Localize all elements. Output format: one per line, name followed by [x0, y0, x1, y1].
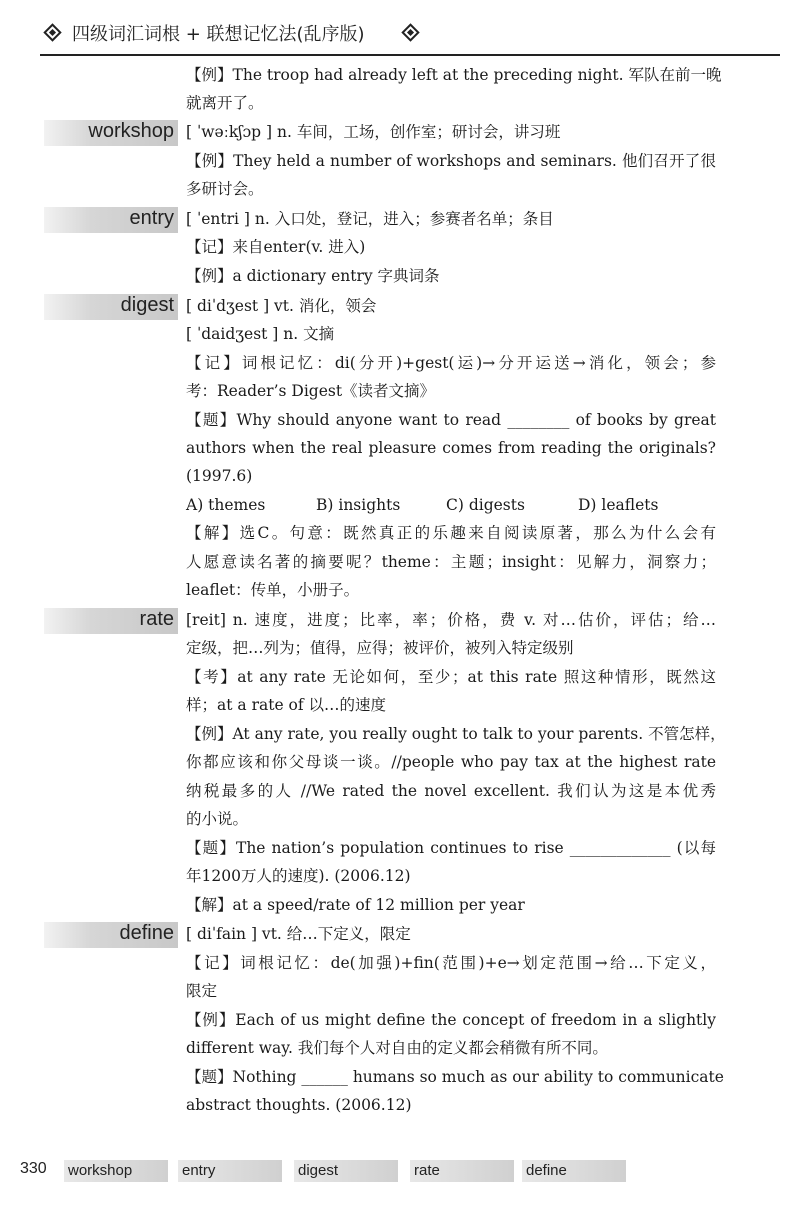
page-header	[40, 14, 780, 56]
definition-line: [reit] n. 速度，进度；比率，率；价格，费 v. 对…估价，评估；给…	[186, 611, 716, 629]
memory-line: 【记】词根记忆：de(加强)+fin(范围)+e→划定范围→给…下定义，	[186, 954, 716, 972]
headword-entry: entry	[44, 207, 178, 233]
example-line: 就离开了。	[186, 94, 264, 112]
footer-tab-entry: entry	[172, 1160, 282, 1182]
question-line: authors when the real pleasure comes from reading the originals?	[186, 439, 716, 457]
answer-line: leaflet：传单，小册子。	[186, 581, 360, 599]
example-line: 【例】Each of us might define the concept of freedom in a slightly	[186, 1011, 716, 1029]
answer-line: 人愿意读名著的摘要呢？theme：主题；insight：见解力，洞察力；	[186, 553, 716, 571]
diamond-icon	[401, 23, 419, 41]
header-title: 四级词汇词根 + 联想记忆法(乱序版)	[72, 24, 365, 45]
memory-line: 限定	[186, 982, 218, 1000]
headword-digest: digest	[44, 294, 178, 320]
example-line: 【例】They held a number of workshops and seminars. 他们召开了很	[186, 152, 716, 170]
example-line: 【例】The troop had already left at the preceding night. 军队在前一晚	[186, 66, 722, 84]
footer-tab-rate: rate	[404, 1160, 514, 1182]
question-line: abstract thoughts. (2006.12)	[186, 1096, 412, 1114]
definition-line: 定级，把…列为；值得，应得；被评价，被列入特定级别	[186, 639, 574, 657]
example-line: 多研讨会。	[186, 180, 264, 198]
diamond-icon	[43, 23, 61, 41]
page-footer	[20, 1160, 760, 1182]
example-line: 你都应该和你父母谈一谈。//people who pay tax at the highest rate	[186, 753, 716, 771]
question-line: 年1200万人的速度). (2006.12)	[186, 867, 411, 885]
example-line: 【例】At any rate, you really ought to talk to your parents. 不管怎样，	[186, 725, 726, 743]
answer-line: 【解】选C。句意：既然真正的乐趣来自阅读原著，那么为什么会有	[186, 524, 716, 542]
page-number: 330	[20, 1160, 47, 1177]
question-line: 【题】The nation’s population continues to rise _____________ (以每	[186, 839, 716, 857]
exam-line: 【考】at any rate 无论如何，至少；at this rate 照这种情形，既然这	[186, 668, 716, 686]
headword-define: define	[44, 922, 178, 948]
footer-tab-digest: digest	[288, 1160, 398, 1182]
example-line: 纳税最多的人 //We rated the novel excellent. 我们认为这是本优秀	[186, 782, 716, 800]
option-d: D) leaflets	[578, 496, 659, 514]
footer-tab-workshop: workshop	[58, 1160, 168, 1182]
question-line: 【题】Why should anyone want to read ________ of books by great	[186, 411, 716, 429]
answer-line: 【解】at a speed/rate of 12 million per year	[186, 896, 525, 914]
memory-line: 【记】词根记忆：di(分开)+gest(运)→分开运送→消化，领会；参	[186, 354, 716, 372]
example-line: 【例】a dictionary entry 字典词条	[186, 267, 440, 285]
example-line: different way. 我们每个人对自由的定义都会稍微有所不同。	[186, 1039, 608, 1057]
option-c: C) digests	[446, 496, 525, 514]
option-b: B) insights	[316, 496, 401, 514]
headword-workshop: workshop	[44, 120, 178, 146]
memory-line: 【记】来自enter(v. 进入)	[186, 238, 366, 256]
example-line: 的小说。	[186, 810, 249, 828]
definition-line: [ ˈentri ] n. 入口处，登记，进入；参赛者名单；条目	[186, 210, 554, 228]
exam-line: 样；at a rate of 以…的速度	[186, 696, 387, 714]
question-line: (1997.6)	[186, 467, 253, 485]
memory-line: 考：Reader’s Digest《读者文摘》	[186, 382, 436, 400]
footer-tab-define: define	[516, 1160, 626, 1182]
option-a: A) themes	[186, 496, 266, 514]
definition-line: [ ˈdaidʒest ] n. 文摘	[186, 325, 335, 343]
definition-line: [ diˈdʒest ] vt. 消化，领会	[186, 297, 377, 315]
definition-line: [ ˈwəːkʃɔp ] n. 车间，工场，创作室；研讨会，讲习班	[186, 123, 561, 141]
question-line: 【题】Nothing ______ humans so much as our ability to communicate	[186, 1068, 724, 1086]
definition-line: [ diˈfain ] vt. 给…下定义，限定	[186, 925, 411, 943]
headword-rate: rate	[44, 608, 178, 634]
